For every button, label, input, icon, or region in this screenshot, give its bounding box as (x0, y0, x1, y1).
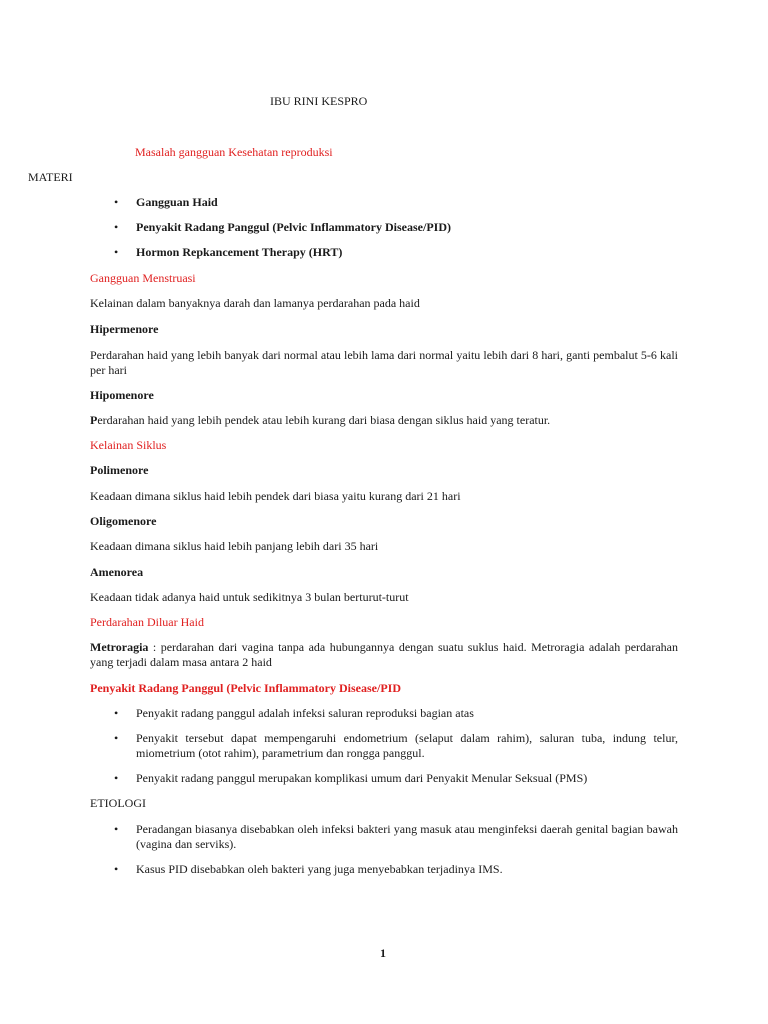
drop-initial: P (90, 413, 98, 427)
list-item (114, 862, 678, 877)
term-amenorea: Amenorea (90, 565, 144, 579)
paragraph: Keadaan dimana siklus haid lebih pendek dari biasa yaitu kurang dari 21 hari (90, 489, 461, 503)
paragraph-text: : perdarahan dari vagina tanpa ada hubungannya dengan suatu suklus haid. Metroragia adalah perdarahan yang terjadi dalam masa antara 2 haid (90, 640, 678, 669)
bullet-icon: • (114, 706, 119, 720)
term-hipermenore: Hipermenore (90, 322, 159, 336)
list-item (114, 731, 678, 761)
list-item-text: Penyakit tersebut dapat mempengaruhi endometrium (selaput dalam rahim), saluran tuba, indung telur, miometrium (otot rahim), parametrium dan rongga panggul. (136, 731, 678, 760)
section-heading-perdarahan-diluar-haid: Perdarahan Diluar Haid (90, 615, 204, 629)
page-title: IBU RINI KESPRO (270, 94, 368, 108)
bullet-icon: • (114, 220, 119, 234)
etiologi-label: ETIOLOGI (90, 796, 146, 810)
list-item-text: Penyakit radang panggul adalah infeksi saluran reproduksi bagian atas (136, 706, 474, 720)
section-heading-gangguan-menstruasi: Gangguan Menstruasi (90, 271, 196, 285)
list-item (114, 220, 678, 235)
list-item-text: Gangguan Haid (136, 195, 218, 209)
list-item-text: Peradangan biasanya disebabkan oleh infeksi bakteri yang masuk atau menginfeksi daerah genital bagian bawah (vagina dan serviks). (136, 822, 678, 851)
list-item-text: Hormon Repkancement Therapy (HRT) (136, 245, 343, 259)
list-item-text: Kasus PID disebabkan oleh bakteri yang juga menyebabkan terjadinya IMS. (136, 862, 503, 876)
section-heading-pid: Penyakit Radang Panggul (Pelvic Inflammatory Disease/PID (90, 681, 401, 695)
paragraph: Kelainan dalam banyaknya darah dan lamanya perdarahan pada haid (90, 296, 420, 310)
term-oligomenore: Oligomenore (90, 514, 157, 528)
list-item-text: Penyakit Radang Panggul (Pelvic Inflammatory Disease/PID) (136, 220, 451, 234)
paragraph: Keadaan dimana siklus haid lebih panjang lebih dari 35 hari (90, 539, 379, 553)
paragraph (90, 640, 678, 670)
page-number: 1 (380, 946, 386, 960)
list-item-text: Penyakit radang panggul merupakan komplikasi umum dari Penyakit Menular Seksual (PMS) (136, 771, 588, 785)
list-item (114, 195, 678, 210)
bullet-icon: • (114, 822, 119, 836)
materi-label: MATERI (28, 170, 73, 184)
list-item (114, 245, 678, 260)
paragraph (90, 413, 678, 428)
bullet-icon: • (114, 731, 119, 745)
paragraph: Perdarahan haid yang lebih banyak dari normal atau lebih lama dari normal yaitu lebih dari 8 hari, ganti pembalut 5-6 kali per hari (90, 348, 678, 377)
paragraph-text: erdarahan haid yang lebih pendek atau lebih kurang dari biasa dengan siklus haid yang teratur. (97, 413, 551, 427)
list-item (114, 771, 678, 786)
term-hipomenore: Hipomenore (90, 388, 154, 402)
page-subtitle: Masalah gangguan Kesehatan reproduksi (135, 145, 333, 159)
bullet-icon: • (114, 771, 119, 785)
paragraph: Keadaan tidak adanya haid untuk sedikitnya 3 bulan berturut-turut (90, 590, 409, 604)
list-item (114, 822, 678, 852)
term-metroragia: Metroragia (90, 640, 149, 654)
bullet-icon: • (114, 195, 119, 209)
list-item (114, 706, 678, 721)
term-polimenore: Polimenore (90, 463, 149, 477)
bullet-icon: • (114, 862, 119, 876)
section-heading-kelainan-siklus: Kelainan Siklus (90, 438, 167, 452)
bullet-icon: • (114, 245, 119, 259)
